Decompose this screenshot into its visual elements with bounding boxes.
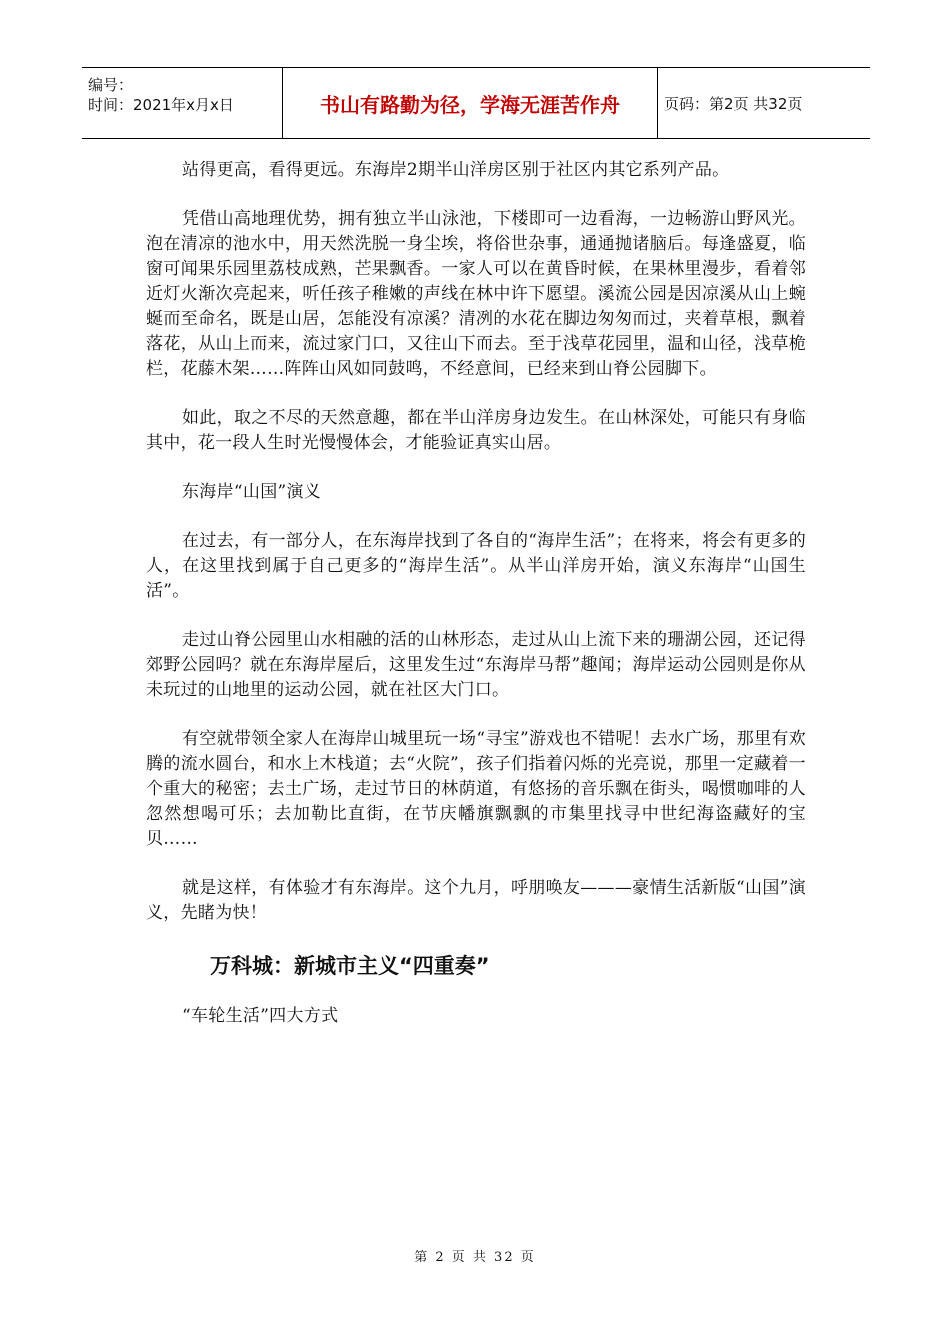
paragraph: 凭借山高地理优势，拥有独立半山泳池，下楼即可一边看海，一边畅游山野风光。泡在清凉的池水中，用天然洗脱一身尘埃，将俗世杂事，通通抛诸脑后。每逢盛夏，临窗可闻果乐园里荔枝成熟，芒果飘香。一家人可以在黄昏时候，在果林里漫步，看着邻近灯火渐次亮起来，听任孩子稚嫩的声线在林中许下愿望。溪流公园是因凉溪从山上蜿蜒而至命名，既是山居，怎能没有凉溪？清冽的水花在脚边匆匆而过，夹着草根，飘着落花，从山上而来，流过家门口，又往山下而去。至于浅草花园里，温和山径，浅草桅栏，花藤木架……阵阵山风如同鼓鸣，不经意间，已经来到山脊公园脚下。 [146, 209, 806, 379]
subtitle: “车轮生活”四大方式 [182, 1006, 339, 1026]
document-body [146, 158, 806, 1053]
section-title: 万科城：新城市主义“四重奏” [210, 954, 490, 978]
paragraph: 站得更高，看得更远。东海岸2期半山洋房区别于社区内其它系列产品。 [182, 160, 730, 180]
number-label: 编号： [88, 76, 134, 94]
paragraph: 在过去，有一部分人，在东海岸找到了各自的“海岸生活”；在将来，将会有更多的人，在这里找到属于自己更多的“海岸生活”。从半山洋房开始，演义东海岸“山国生活”。 [146, 531, 806, 601]
paragraph: 有空就带领全家人在海岸山城里玩一场“寻宝”游戏也不错呢！去水广场，那里有欢腾的流水圆台，和水上木栈道；去“火院”，孩子们指着闪烁的光亮说，那里一定藏着一个重大的秘密；去土广场，走过节日的林荫道，有悠扬的音乐飘在街头，喝惯咖啡的人忽然想喝可乐；去加勒比直街，在节庆幡旗飘飘的市集里找寻中世纪海盗藏好的宝贝…… [146, 729, 806, 849]
paragraph: 走过山脊公园里山水相融的活的山林形态，走过从山上流下来的珊湖公园，还记得郊野公园吗？就在东海岸屋后，这里发生过“东海岸马帮”趣闻；海岸运动公园则是你从未玩过的山地里的运动公园，就在社区大门口。 [146, 630, 806, 700]
page-footer: 第 2 页 共 32 页 [414, 1250, 536, 1265]
header-meta [82, 68, 283, 138]
paragraph: 就是这样，有体验才有东海岸。这个九月，呼朋唤友———豪情生活新版“山国”演义，先睹为快！ [146, 878, 806, 923]
page-header [82, 67, 870, 139]
paragraph-heading: 东海岸“山国”演义 [182, 482, 322, 502]
paragraph: 如此，取之不尽的天然意趣，都在半山洋房身边发生。在山林深处，可能只有身临其中，花一段人生时光慢慢体会，才能验证真实山居。 [146, 408, 806, 453]
time-label: 时间：2021年x月x日 [88, 96, 234, 114]
header-motto: 书山有路勤为径，学海无涯苦作舟 [283, 68, 658, 138]
page-indicator: 页码：第2页 共32页 [664, 94, 803, 113]
